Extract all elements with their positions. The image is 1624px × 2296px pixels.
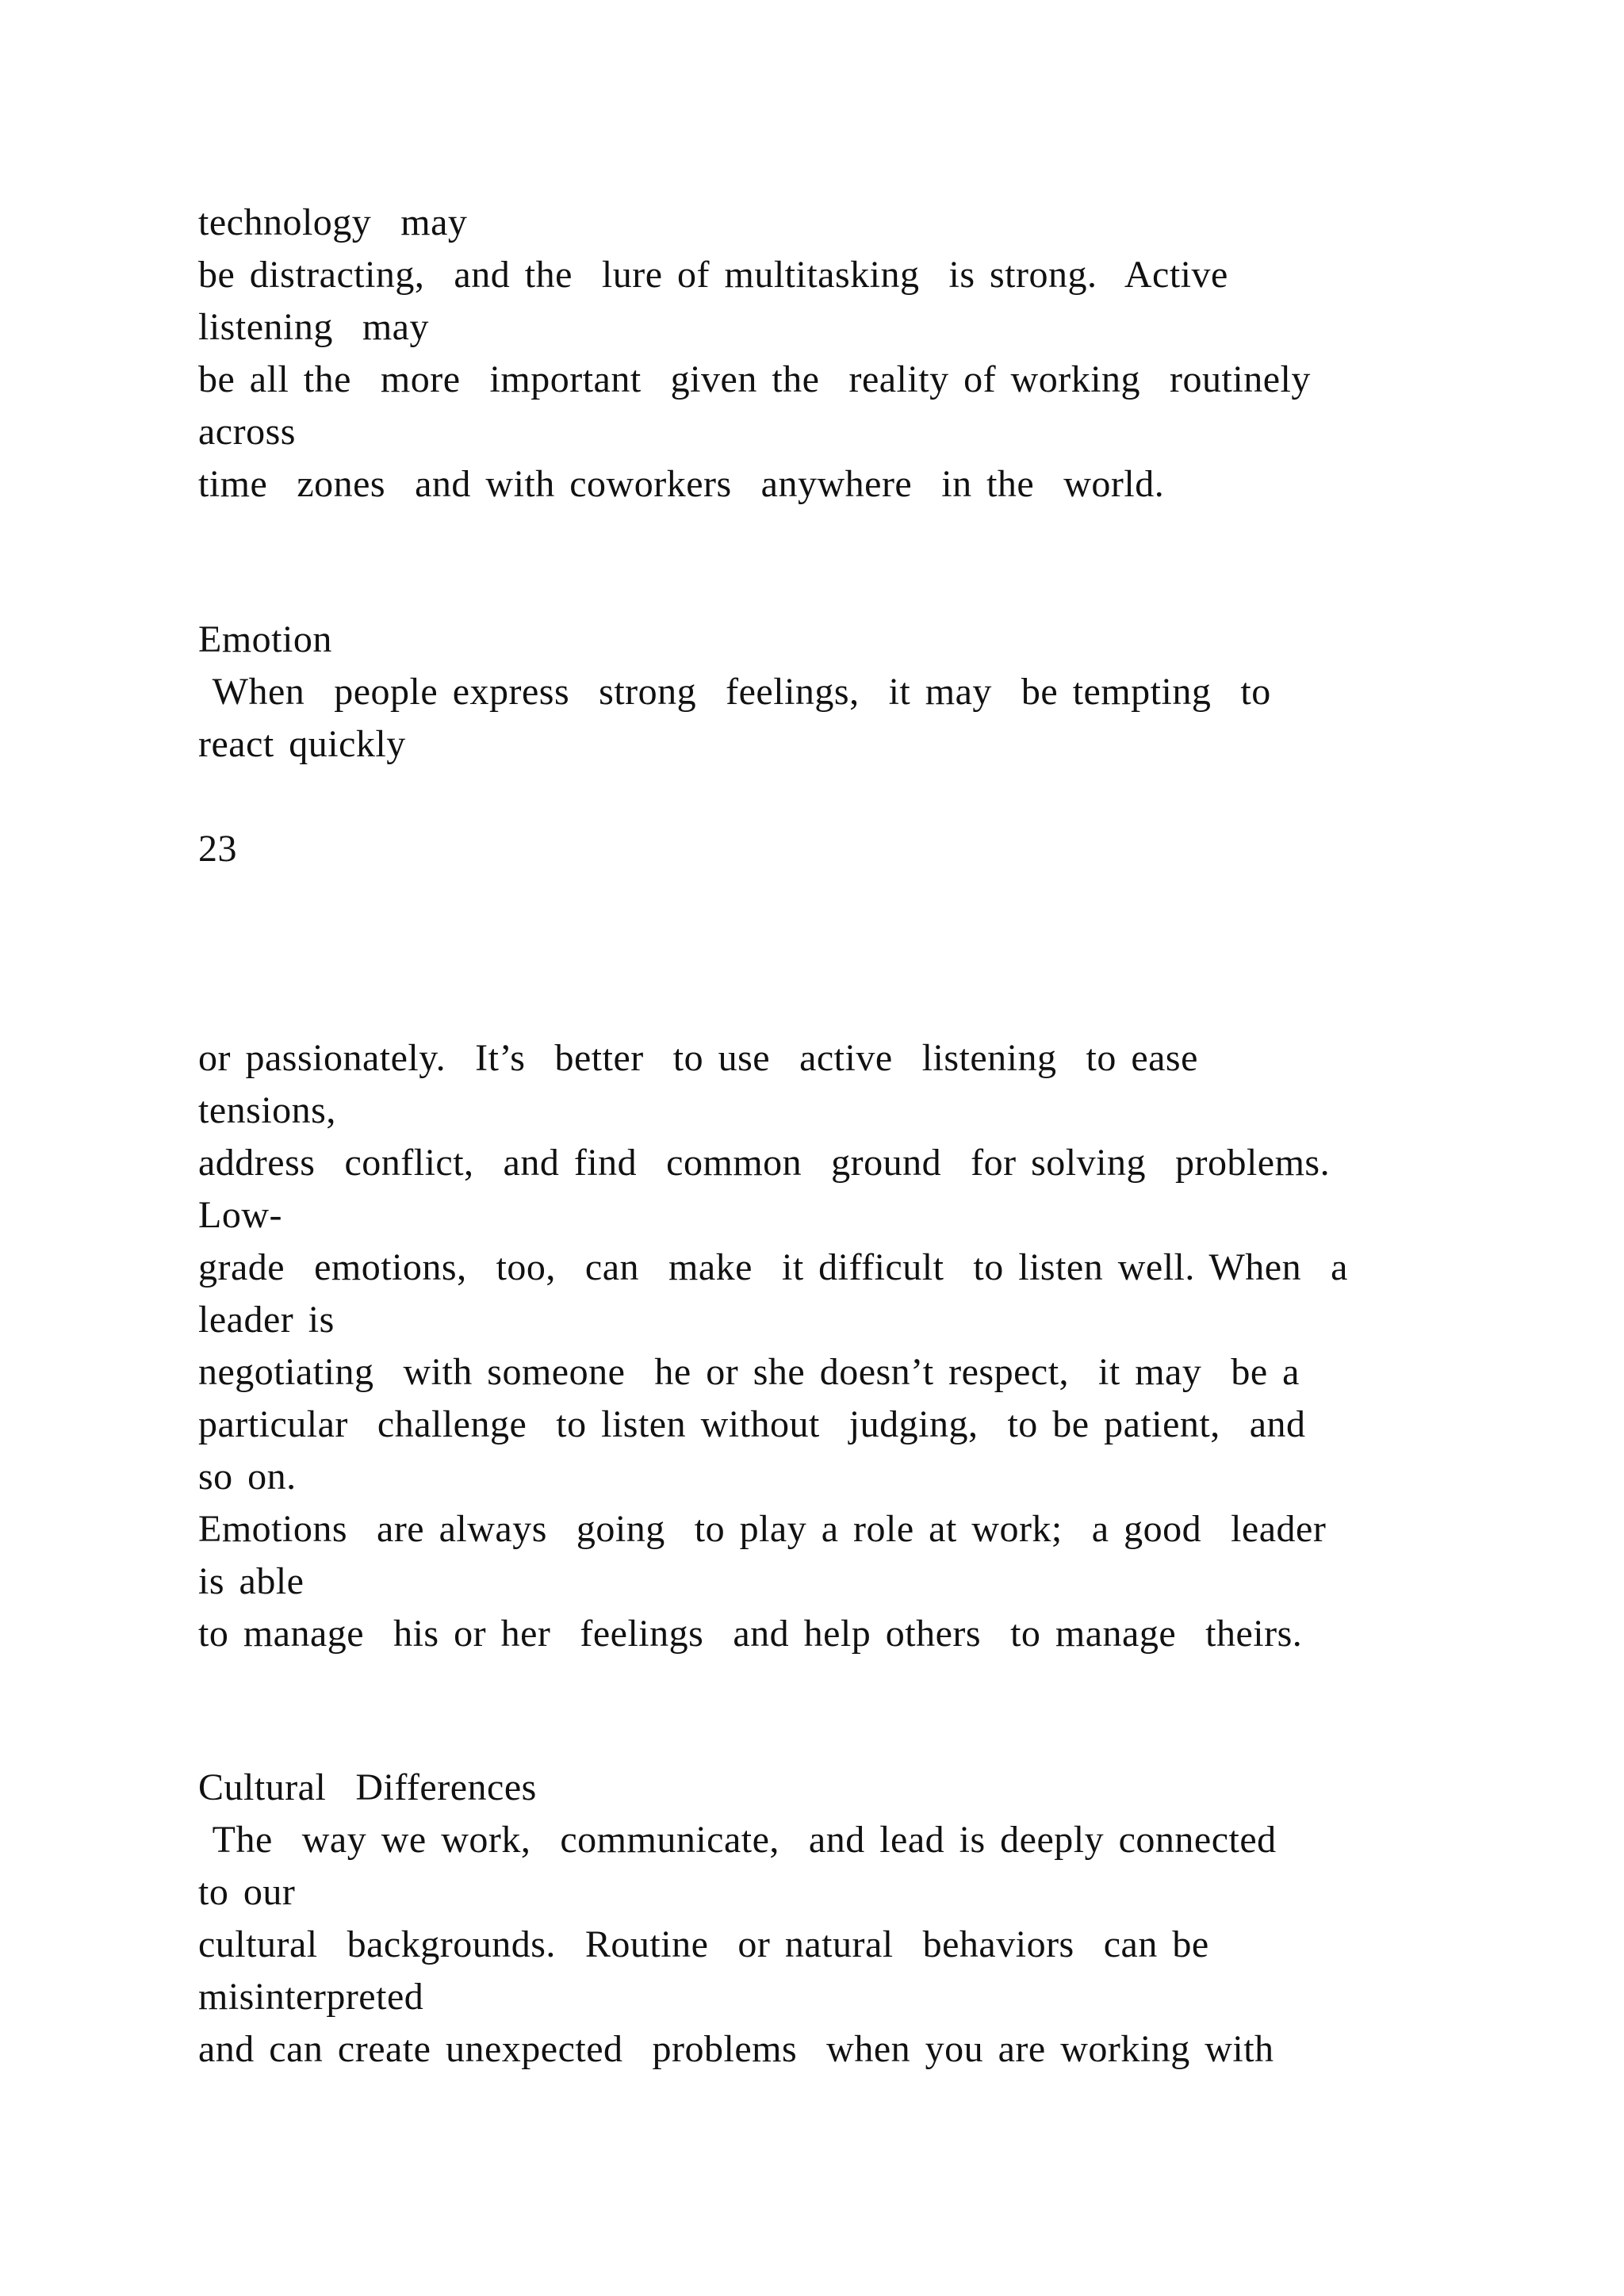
section-heading-cultural-differences: Cultural Differences: [198, 1766, 537, 1808]
text-line: negotiating with someone he or she doesn’t respect, it may be a: [198, 1351, 1300, 1393]
text-line: time zones and with coworkers anywhere in the world.: [198, 463, 1165, 505]
text-line: listening may: [198, 306, 429, 348]
text-line: technology may: [198, 201, 468, 243]
text-line: be distracting, and the lure of multitasking is strong. Active: [198, 254, 1228, 296]
text-line: across: [198, 411, 296, 453]
text-line: When people express strong feelings, it may be tempting to: [198, 671, 1271, 713]
text-line: to manage his or her feelings and help others to manage theirs.: [198, 1613, 1303, 1655]
page-number: 23: [198, 828, 237, 870]
text-line: to our: [198, 1871, 296, 1913]
text-line: is able: [198, 1560, 304, 1602]
text-line: leader is: [198, 1299, 335, 1341]
text-line: react quickly: [198, 723, 406, 765]
text-line: be all the more important given the reality of working routinely: [198, 358, 1311, 400]
text-line: misinterpreted: [198, 1976, 424, 2018]
text-line: or passionately. It’s better to use active listening to ease: [198, 1037, 1198, 1079]
text-line: cultural backgrounds. Routine or natural behaviors can be: [198, 1923, 1209, 1965]
text-line: tensions,: [198, 1089, 336, 1131]
text-line: Emotions are always going to play a role at work; a good leader: [198, 1508, 1327, 1550]
text-line: so on.: [198, 1456, 297, 1498]
text-line: and can create unexpected problems when you are working with: [198, 2028, 1274, 2070]
text-line: grade emotions, too, can make it difficult to listen well. When a: [198, 1246, 1348, 1288]
text-line: The way we work, communicate, and lead is deeply connected: [198, 1819, 1277, 1861]
text-line: Low-: [198, 1194, 282, 1236]
section-heading-emotion: Emotion: [198, 618, 332, 660]
text-line: particular challenge to listen without judging, to be patient, and: [198, 1403, 1306, 1445]
text-line: address conflict, and find common ground for solving problems.: [198, 1142, 1331, 1184]
